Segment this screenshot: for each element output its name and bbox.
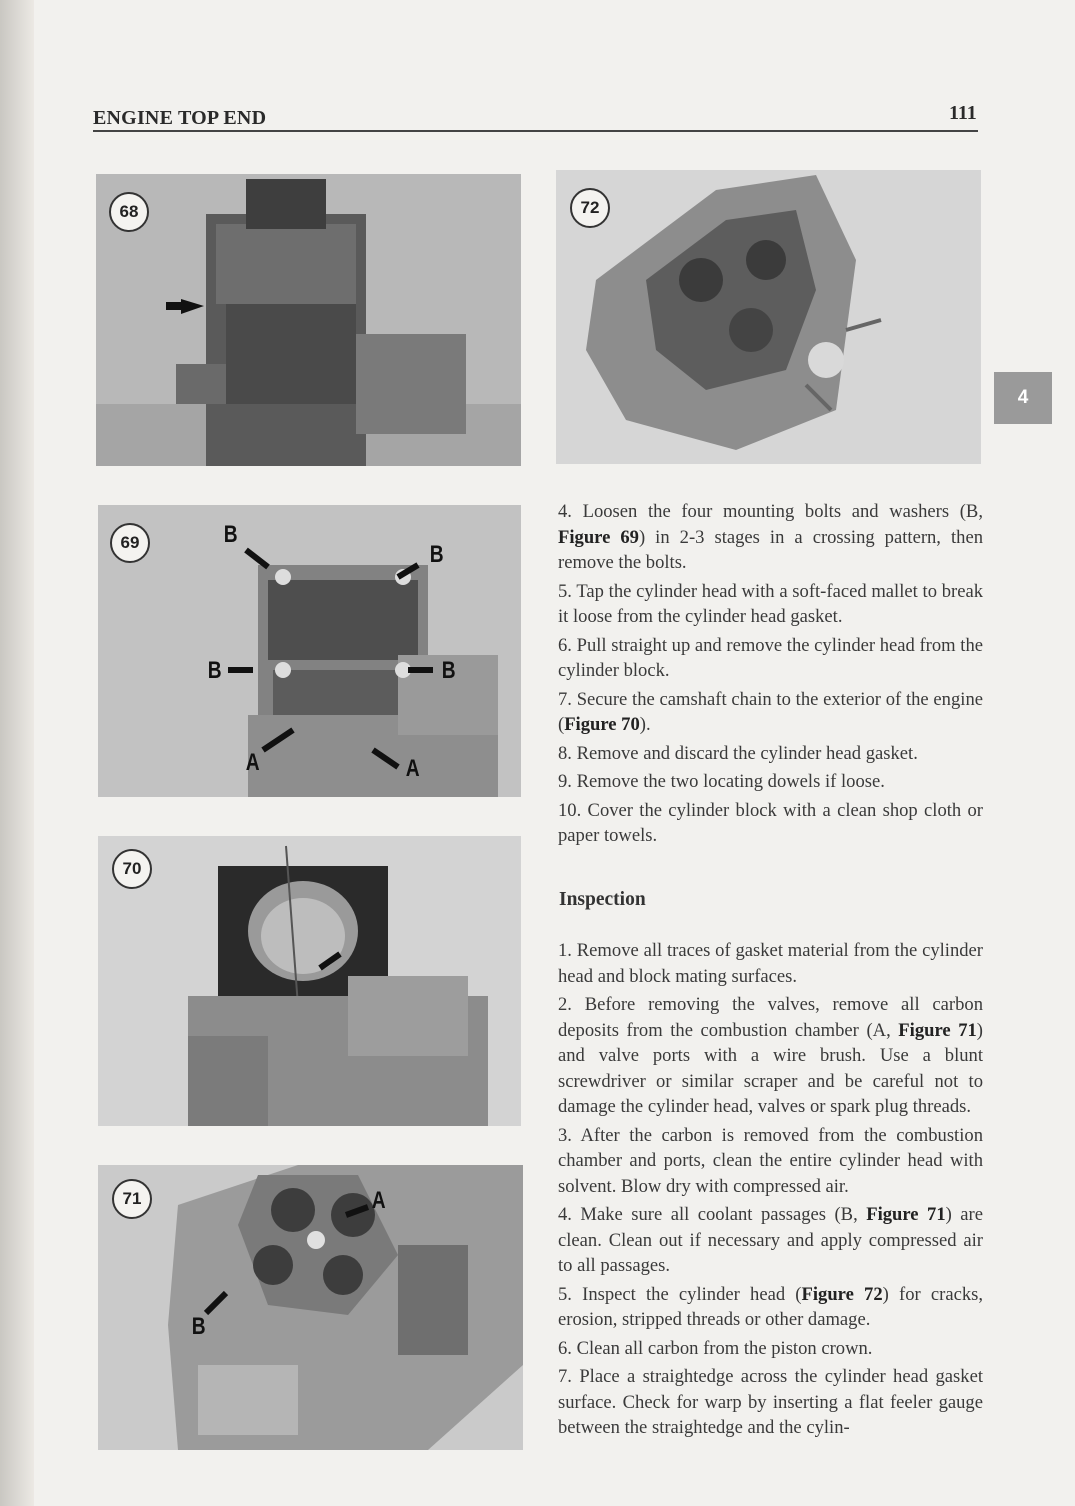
cylinder-head-photo-71	[98, 1165, 523, 1450]
chapter-tab: 4	[994, 372, 1052, 424]
inspection-step-3: 3. After the carbon is removed from the combustion chamber and ports, clean the entire cylinder head with solvent. Blow dry with compressed air.	[558, 1124, 983, 1197]
running-head: ENGINE TOP END	[93, 107, 267, 129]
figure-69-photo	[98, 505, 521, 797]
step-9: 9. Remove the two locating dowels if loose.	[558, 771, 885, 792]
inspection-step-2: 2. Before removing the valves, remove all carbon deposits from the combustion chamber (A, Figure 71) and valve ports with a wire brush. Use a blunt screwdriver or similar scraper and be careful not to damage the cylinder head, valves or spark plug threads.	[558, 994, 983, 1117]
removal-steps	[558, 499, 983, 852]
step-7: 7. Secure the camshaft chain to the exterior of the engine (Figure 70).	[558, 688, 983, 735]
figure-68-number: 68	[109, 192, 149, 232]
step-5: 5. Tap the cylinder head with a soft-faced mallet to break it loose from the cylinder head gasket.	[558, 580, 983, 627]
figure-68-photo	[96, 174, 521, 466]
callout-a: A	[371, 1187, 386, 1214]
section-heading-inspection: Inspection	[559, 889, 646, 910]
callout-b-top-right: B	[429, 541, 444, 568]
inspection-step-6: 6. Clean all carbon from the piston crown.	[558, 1337, 873, 1359]
inspection-step-5: 5. Inspect the cylinder head (Figure 72) for cracks, erosion, stripped threads or other damage.	[558, 1283, 984, 1330]
figure-71-photo	[98, 1165, 523, 1450]
figure-72-number: 72	[570, 188, 610, 228]
page-edge-shadow	[0, 0, 34, 1506]
callout-b-middle-right: B	[441, 657, 456, 684]
inspection-step-1: 1. Remove all traces of gasket material from the cylinder head and block mating surfaces.	[558, 940, 983, 987]
inspection-step-7: 7. Place a straightedge across the cylinder head gasket surface. Check for warp by inserting a flat feeler gauge between the straightedge and the cylin-	[558, 1366, 983, 1438]
callout-b: B	[191, 1313, 206, 1340]
step-10: 10. Cover the cylinder block with a clean shop cloth or paper towels.	[558, 799, 983, 846]
figure-71-number: 71	[112, 1179, 152, 1219]
cylinder-head-photo-72	[556, 170, 981, 464]
cylinder-block-photo-70	[98, 836, 521, 1126]
callout-a-right: A	[405, 755, 420, 782]
callout-b-top-left: B	[223, 521, 238, 548]
figure-69-number: 69	[110, 523, 150, 563]
inspection-step-4: 4. Make sure all coolant passages (B, Figure 71) are clean. Clean out if necessary and apply compressed air to all passages.	[558, 1204, 983, 1276]
page-number: 111	[949, 102, 977, 124]
figure-70-photo	[98, 836, 521, 1126]
inspection-steps	[558, 938, 983, 1444]
engine-photo-68	[96, 174, 521, 466]
step-8: 8. Remove and discard the cylinder head gasket.	[558, 742, 918, 764]
figure-70-number: 70	[112, 849, 152, 889]
step-6: 6. Pull straight up and remove the cylinder head from the cylinder block.	[558, 634, 983, 681]
callout-b-middle-left: B	[207, 657, 222, 684]
callout-a-left: A	[245, 749, 260, 776]
step-4: 4. Loosen the four mounting bolts and washers (B, Figure 69) in 2-3 stages in a crossing pattern, then remove the bolts.	[558, 501, 983, 573]
figure-72-photo	[556, 170, 981, 464]
header-rule	[93, 130, 978, 132]
engine-photo-69	[98, 505, 521, 797]
